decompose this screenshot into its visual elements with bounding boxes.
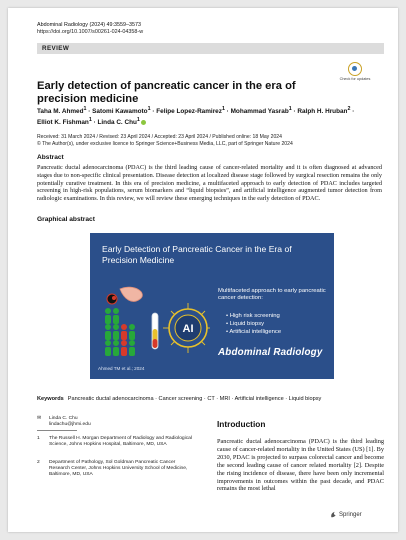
- publisher-name: Springer: [339, 512, 362, 518]
- affiliation-footnote: [37, 460, 197, 479]
- article-type-bar: [37, 43, 384, 54]
- footnote-divider: [37, 430, 77, 431]
- orcid-icon[interactable]: [141, 120, 146, 125]
- author-name[interactable]: Linda C. Chu: [97, 119, 137, 127]
- introduction-heading: Introduction: [217, 419, 266, 429]
- springer-logo-icon: [330, 511, 337, 518]
- abstract-heading: Abstract: [37, 154, 64, 161]
- population-icon: [105, 308, 135, 356]
- author-affiliation-mark: 1: [136, 117, 140, 124]
- keywords: [37, 396, 382, 402]
- ai-brain-icon: [163, 303, 210, 353]
- check-for-updates-label: Check for updates: [339, 77, 371, 81]
- journal-citation: Abdominal Radiology (2024) 49:3559–3573: [37, 22, 141, 28]
- author-list: Taha M. Ahmed$^1$ · Satomi Kawamoto$^1$ · Felipe Lopez-Ramirez$^1$ · Mohammad Yasrab$^1$ · Ralph H. Hruban$^2$ · Elliot K. Fishman$^1$ · Linda C. Chu$^1$: [37, 106, 355, 127]
- history-dates: Received: 31 March 2024 / Revised: 23 April 2024 / Accepted: 23 April 2024 / Published online: 18 May 2024: [37, 134, 282, 140]
- keywords-text: Pancreatic ductal adenocarcinoma · Cancer screening · CT · MRI · Artificial intelligence · Liquid biopsy: [67, 396, 322, 402]
- figure-subtitle: Multifaceted approach to early pancreatic cancer detection:: [218, 288, 326, 302]
- author-affiliation-mark: 1: [288, 106, 292, 112]
- journal-brand: Abdominal Radiology: [218, 347, 323, 358]
- graphical-abstract-heading: Graphical abstract: [37, 216, 95, 223]
- figure-bullet-list: [226, 312, 281, 336]
- affiliation-footnote: [37, 436, 197, 448]
- author-name[interactable]: Taha M. Ahmed: [37, 108, 84, 116]
- copyright-line: © The Author(s), under exclusive licence to Springer Science+Business Media, LLC, part of Springer Nature 2024: [37, 140, 293, 147]
- author-name[interactable]: Mohammad Yasrab: [230, 108, 289, 116]
- check-for-updates-button[interactable]: [338, 62, 372, 82]
- ai-label: AI: [182, 323, 194, 335]
- article-page: [8, 8, 398, 532]
- figure-bullet: • High risk screening: [226, 312, 281, 320]
- corresponding-email[interactable]: lindachu@jhmi.edu: [49, 422, 91, 428]
- abstract-text: Pancreatic ductal adenocarcinoma (PDAC) is the third leading cause of cancer-related mortality and it is often diagnosed at advanced stages due to non-specific clinical presentation. Disease detection at localized disease stage followed by surgical resection remains the only potentially curative treatment. In this era of precision medicine, a multifaceted approach to early detection of PDAC includes targeted screening in high-risk populations, serum biomarkers and “liquid biopsies”, and artificial intelligence augmented tumor detection from radiologic examinations. In this review, we will review these emerging techniques in the early detection of PDAC.: [37, 164, 382, 203]
- figure-title: Early Detection of Pancreatic Cancer in the Era of Precision Medicine: [102, 244, 292, 265]
- keywords-label: Keywords: [37, 396, 64, 402]
- check-for-updates-icon: [348, 62, 362, 76]
- figure-citation: Ahmed TM et al.; 2024: [98, 366, 145, 371]
- author-name[interactable]: Satomi Kawamoto: [92, 108, 148, 116]
- graphical-abstract-figure[interactable]: [90, 233, 334, 379]
- figure-bullet: • Liquid biopsy: [226, 320, 281, 328]
- author-affiliation-mark: 1: [83, 106, 87, 112]
- author-affiliation-mark: 1: [147, 106, 151, 112]
- affiliation-text: Department of Pathology, Sol Goldman Pancreatic Cancer Research Center, Johns Hopkins University School of Medicine, Baltimore, MD, USA: [49, 460, 188, 478]
- introduction-text: Pancreatic ductal adenocarcinoma (PDAC) is the third leading cause of cancer-related mortality in the United States (US) [1]. By 2030, PDAC is projected to surpass colorectal cancer and become the second leading cause of cancer related mortality [2]. Despite the rising incidence of disease, there have been only incremental improvements in outcomes within the past decade, and PDAC remains the most lethal: [217, 438, 384, 493]
- article-type-label: REVIEW: [42, 45, 70, 52]
- affiliation-text: The Russell H. Morgan Department of Radiology and Radiological Science, Johns Hopkins Hospital, Baltimore, MD, USA: [49, 436, 192, 448]
- article-title: Early detection of pancreatic cancer in the era of precision medicine: [37, 80, 296, 105]
- author-name[interactable]: Felipe Lopez-Ramirez: [156, 108, 222, 116]
- author-affiliation-mark: 2: [347, 106, 351, 112]
- doi-link[interactable]: https://doi.org/10.1007/s00261-024-04358-w: [37, 29, 144, 35]
- figure-illustration: [100, 283, 210, 363]
- test-tube-icon: [152, 313, 158, 349]
- figure-bullet: • Artificial intelligence: [226, 328, 281, 336]
- article-dates: [37, 134, 377, 147]
- pancreas-icon: [107, 287, 142, 304]
- author-affiliation-mark: 1: [88, 117, 92, 124]
- mail-icon: ✉: [37, 416, 42, 421]
- corresponding-author: Linda C. Chu: [49, 416, 78, 421]
- affiliation-number: 2: [37, 460, 40, 465]
- author-name[interactable]: Elliot K. Fishman: [37, 119, 89, 127]
- author-name[interactable]: Ralph H. Hruban: [297, 108, 348, 116]
- correspondence-footnote: [37, 416, 197, 428]
- affiliation-number: 1: [37, 436, 40, 441]
- author-affiliation-mark: 1: [221, 106, 225, 112]
